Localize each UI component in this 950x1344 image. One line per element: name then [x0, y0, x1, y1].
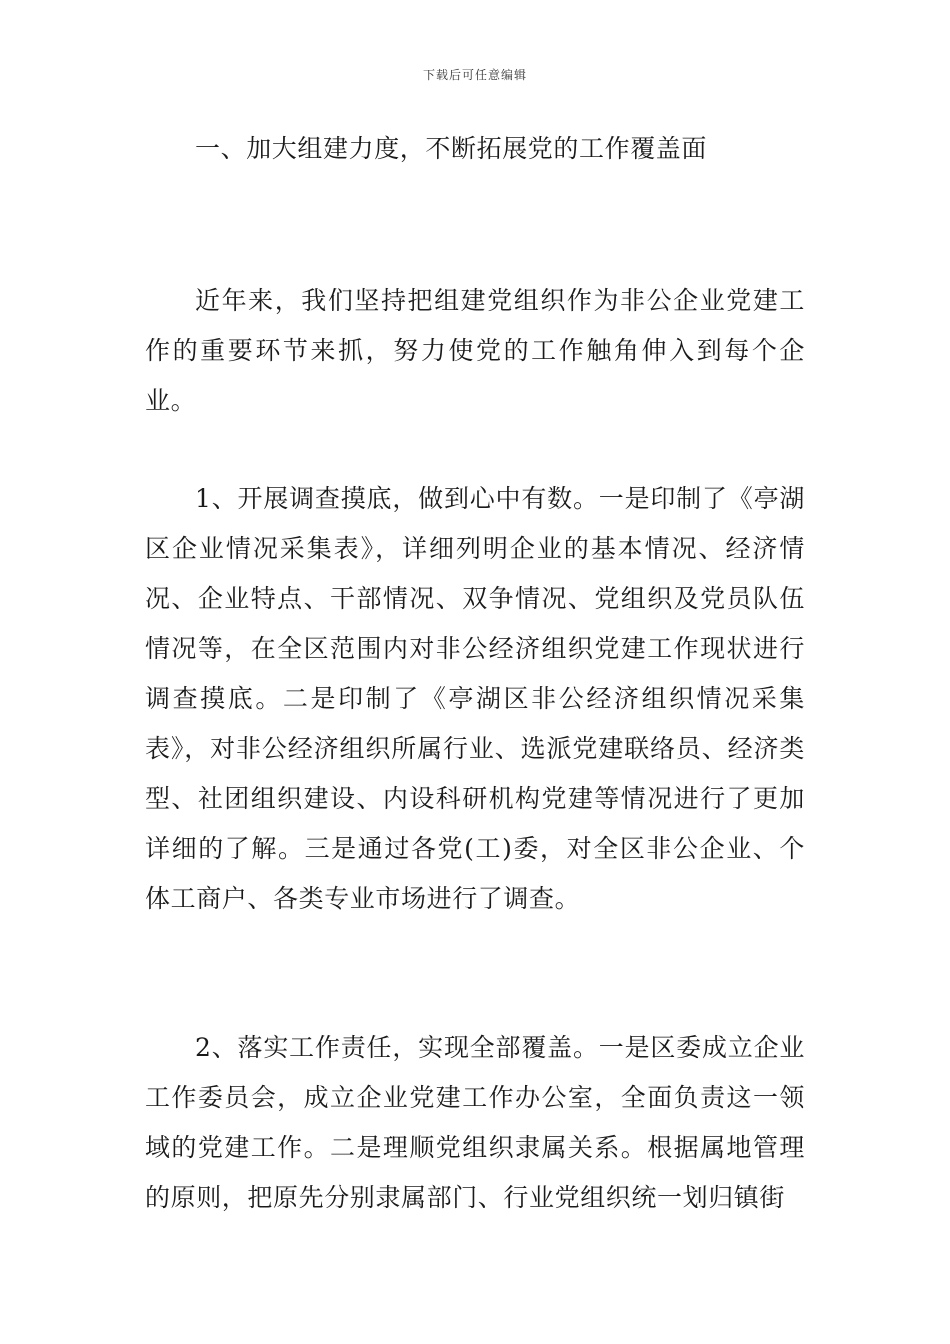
section-heading: 一、加大组建力度，不断拓展党的工作覆盖面: [195, 134, 708, 163]
item-1-paragraph: 1、开展调查摸底，做到心中有数。一是印制了《亭湖区企业情况采集表》，详细列明企业的基本情况、经济情况、企业特点、干部情况、双争情况、党组织及党员队伍情况等，在全区范围内对非公经济组织党建工作现状进行调查摸底。二是印制了《亭湖区非公经济组织情况采集表》，对非公经济组织所属行业、选派党建联络员、经济类型、社团组织建设、内设科研机构党建等情况进行了更加详细的了解。三是通过各党(工)委，对全区非公企业、个体工商户、各类专业市场进行了调查。: [145, 484, 805, 913]
intro-paragraph: 近年来，我们坚持把组建党组织作为非公企业党建工作的重要环节来抓，努力使党的工作触角伸入到每个企业。: [145, 286, 805, 415]
item-2-paragraph: 2、落实工作责任，实现全部覆盖。一是区委成立企业工作委员会，成立企业党建工作办公室，全面负责这一领域的党建工作。二是理顺党组织隶属关系。根据属地管理的原则，把原先分别隶属部门、行业党组织统一划归镇街: [145, 1033, 805, 1212]
header-note: 下载后可任意编辑: [422, 68, 527, 82]
